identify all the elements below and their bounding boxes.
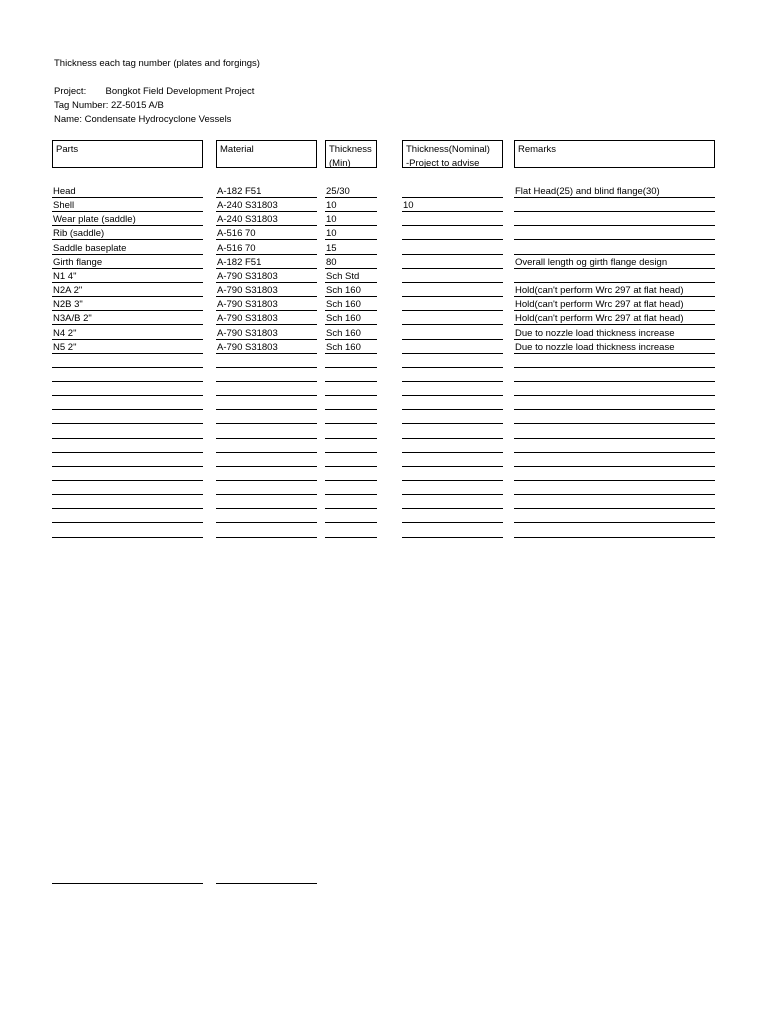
document-title: Thickness each tag number (plates and forgings) [54, 58, 260, 69]
header-thickness-min: Thickness (Min) [325, 140, 377, 168]
cell-part [52, 454, 203, 467]
cell-material [216, 496, 317, 509]
project-value: Bongkot Field Development Project [105, 86, 255, 97]
cell-material [216, 411, 317, 424]
cell-thickness-min [325, 440, 377, 453]
cell-material [216, 440, 317, 453]
cell-remarks [514, 242, 715, 255]
cell-thickness-nominal [402, 270, 503, 283]
cell-part [52, 369, 203, 382]
cell-part [52, 426, 203, 439]
cell-remarks: Due to nozzle load thickness increase [514, 327, 715, 340]
cell-part: Head [52, 185, 203, 198]
tag-number: Tag Number: 2Z-5015 A/B [54, 100, 164, 111]
cell-thickness-min [325, 426, 377, 439]
cell-remarks: Overall length og girth flange design [514, 256, 715, 269]
cell-material: A-182 F51 [216, 256, 317, 269]
signature-line [52, 883, 203, 884]
cell-material [216, 454, 317, 467]
cell-remarks [514, 369, 715, 382]
cell-thickness-min: 10 [325, 213, 377, 226]
cell-part: Shell [52, 199, 203, 212]
cell-remarks: Hold(can't perform Wrc 297 at flat head) [514, 312, 715, 325]
cell-material: A-790 S31803 [216, 341, 317, 354]
cell-thickness-nominal [402, 242, 503, 255]
cell-thickness-min: Sch 160 [325, 312, 377, 325]
cell-material: A-790 S31803 [216, 284, 317, 297]
cell-thickness-min: Sch 160 [325, 327, 377, 340]
cell-thickness-min [325, 397, 377, 410]
cell-remarks [514, 454, 715, 467]
cell-thickness-min: Sch 160 [325, 341, 377, 354]
cell-thickness-nominal [402, 440, 503, 453]
cell-remarks [514, 199, 715, 212]
cell-part [52, 525, 203, 538]
cell-part: N1 4" [52, 270, 203, 283]
cell-material [216, 369, 317, 382]
cell-thickness-nominal [402, 525, 503, 538]
cell-remarks: Flat Head(25) and blind flange(30) [514, 185, 715, 198]
cell-part: Saddle baseplate [52, 242, 203, 255]
cell-part [52, 496, 203, 509]
cell-material: A-790 S31803 [216, 327, 317, 340]
header-material: Material [216, 140, 317, 168]
project-label: Project: [54, 86, 87, 97]
cell-remarks: Due to nozzle load thickness increase [514, 341, 715, 354]
cell-thickness-min: Sch 160 [325, 298, 377, 311]
cell-thickness-min [325, 525, 377, 538]
cell-remarks [514, 468, 715, 481]
cell-part: N4 2" [52, 327, 203, 340]
cell-material [216, 525, 317, 538]
cell-remarks [514, 227, 715, 240]
cell-thickness-nominal [402, 213, 503, 226]
cell-thickness-min [325, 383, 377, 396]
cell-thickness-min [325, 496, 377, 509]
header-thickness-nominal: Thickness(Nominal) -Project to advise [402, 140, 503, 168]
cell-thickness-nominal [402, 298, 503, 311]
cell-remarks [514, 496, 715, 509]
cell-part: N2A 2" [52, 284, 203, 297]
cell-remarks [514, 411, 715, 424]
cell-remarks [514, 482, 715, 495]
cell-thickness-nominal [402, 312, 503, 325]
header-remarks: Remarks [514, 140, 715, 168]
cell-thickness-nominal [402, 185, 503, 198]
cell-thickness-min [325, 369, 377, 382]
cell-thickness-min [325, 355, 377, 368]
cell-material: A-790 S31803 [216, 298, 317, 311]
cell-thickness-nominal [402, 227, 503, 240]
cell-part [52, 411, 203, 424]
cell-thickness-nominal [402, 482, 503, 495]
cell-part [52, 510, 203, 523]
cell-thickness-min [325, 468, 377, 481]
cell-thickness-nominal [402, 510, 503, 523]
cell-thickness-min: 25/30 [325, 185, 377, 198]
cell-thickness-min: Sch 160 [325, 284, 377, 297]
project-line [54, 86, 254, 97]
cell-part [52, 355, 203, 368]
cell-part [52, 440, 203, 453]
cell-remarks [514, 525, 715, 538]
cell-thickness-nominal [402, 369, 503, 382]
cell-material: A-516 70 [216, 227, 317, 240]
cell-thickness-nominal [402, 341, 503, 354]
cell-material: A-790 S31803 [216, 312, 317, 325]
cell-thickness-nominal [402, 397, 503, 410]
cell-part: N3A/B 2" [52, 312, 203, 325]
cell-remarks [514, 355, 715, 368]
cell-part: N2B 3" [52, 298, 203, 311]
cell-thickness-min: 10 [325, 199, 377, 212]
cell-thickness-nominal [402, 496, 503, 509]
cell-thickness-min [325, 482, 377, 495]
cell-thickness-nominal [402, 355, 503, 368]
cell-material [216, 468, 317, 481]
cell-thickness-min: 15 [325, 242, 377, 255]
cell-material: A-790 S31803 [216, 270, 317, 283]
cell-material [216, 426, 317, 439]
cell-thickness-nominal [402, 411, 503, 424]
cell-material: A-516 70 [216, 242, 317, 255]
cell-thickness-min [325, 411, 377, 424]
cell-thickness-nominal [402, 426, 503, 439]
cell-part: Girth flange [52, 256, 203, 269]
cell-thickness-min: 10 [325, 227, 377, 240]
cell-thickness-nominal [402, 383, 503, 396]
cell-part [52, 482, 203, 495]
cell-remarks [514, 440, 715, 453]
cell-remarks [514, 270, 715, 283]
cell-part [52, 383, 203, 396]
cell-remarks [514, 383, 715, 396]
cell-material [216, 510, 317, 523]
cell-thickness-nominal [402, 284, 503, 297]
cell-material: A-240 S31803 [216, 213, 317, 226]
cell-part: Rib (saddle) [52, 227, 203, 240]
cell-remarks [514, 213, 715, 226]
date-line [216, 883, 317, 884]
cell-material [216, 355, 317, 368]
cell-thickness-min: 80 [325, 256, 377, 269]
cell-remarks [514, 397, 715, 410]
cell-thickness-min [325, 510, 377, 523]
cell-thickness-nominal [402, 327, 503, 340]
header-parts: Parts [52, 140, 203, 168]
cell-thickness-nominal [402, 454, 503, 467]
cell-remarks [514, 510, 715, 523]
cell-material [216, 482, 317, 495]
cell-thickness-min: Sch Std [325, 270, 377, 283]
cell-material [216, 383, 317, 396]
cell-thickness-min [325, 454, 377, 467]
cell-part [52, 468, 203, 481]
cell-material: A-240 S31803 [216, 199, 317, 212]
vessel-name: Name: Condensate Hydrocyclone Vessels [54, 114, 232, 125]
cell-remarks: Hold(can't perform Wrc 297 at flat head) [514, 284, 715, 297]
cell-part: N5 2" [52, 341, 203, 354]
cell-part: Wear plate (saddle) [52, 213, 203, 226]
cell-thickness-nominal: 10 [402, 199, 503, 212]
cell-material [216, 397, 317, 410]
cell-part [52, 397, 203, 410]
cell-thickness-nominal [402, 256, 503, 269]
cell-remarks [514, 426, 715, 439]
cell-remarks: Hold(can't perform Wrc 297 at flat head) [514, 298, 715, 311]
cell-material: A-182 F51 [216, 185, 317, 198]
cell-thickness-nominal [402, 468, 503, 481]
